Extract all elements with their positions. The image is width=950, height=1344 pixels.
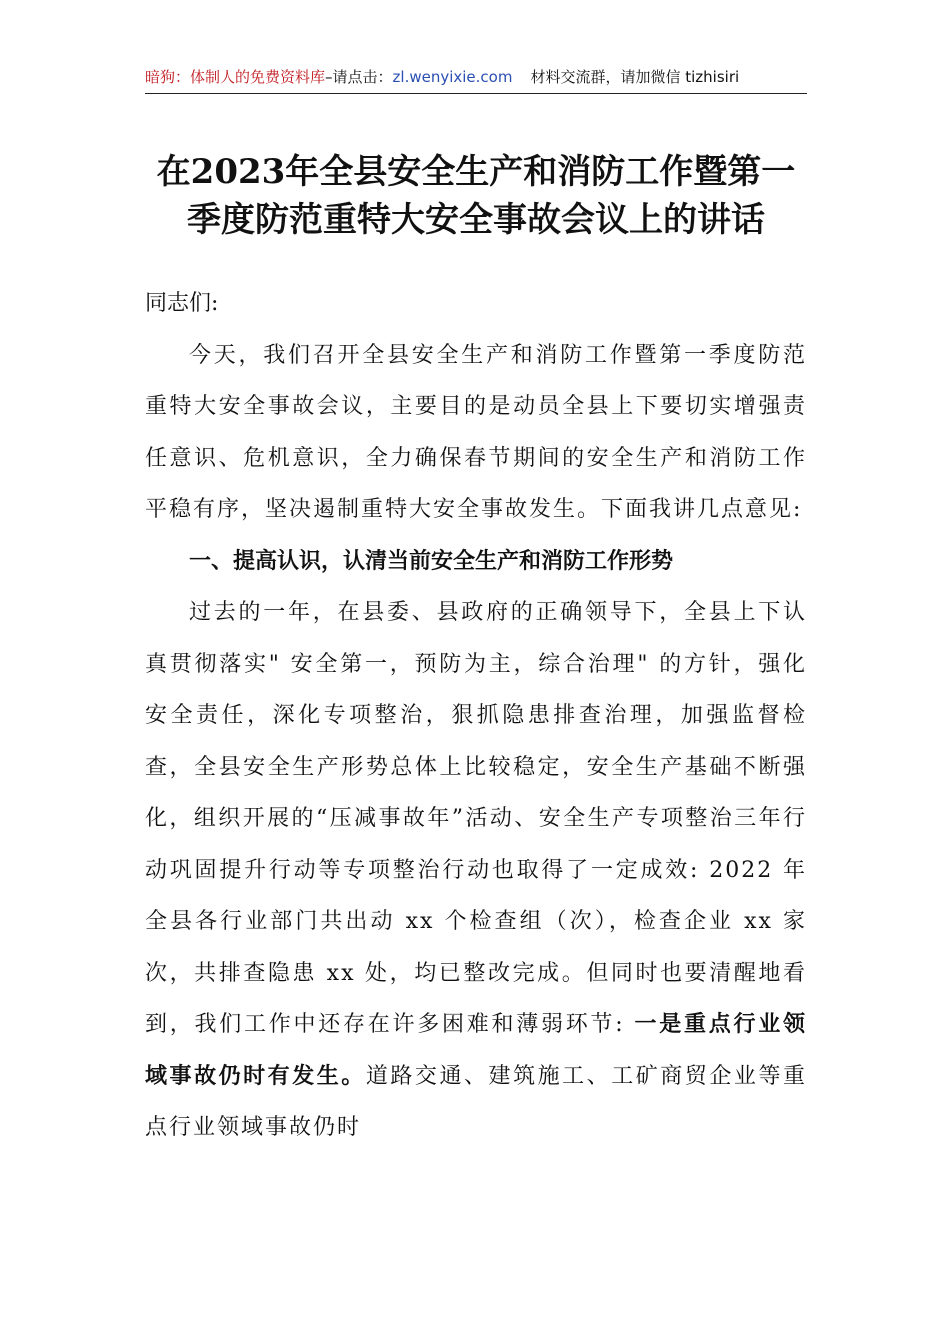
- paragraph-situation: [145, 587, 807, 1154]
- paragraph-situation-bold: 一是重点行业领域事故仍时有发生。: [145, 1011, 807, 1089]
- title-line-1: 在2023年全县安全生产和消防工作暨第一: [156, 152, 796, 192]
- document-body: [145, 278, 807, 1154]
- paragraph-situation-tail: 道路交通、建筑施工、工矿商贸企业等重点行业领域事故仍时: [145, 1063, 807, 1140]
- section-heading-1: 一、提高认识，认清当前安全生产和消防工作形势: [189, 548, 674, 574]
- click-prompt: –请点击：: [325, 68, 393, 86]
- page-header: [145, 66, 807, 88]
- site-name-link[interactable]: 暗狗：体制人的免费资料库: [145, 68, 326, 86]
- paragraph-opening: 今天，我们召开全县安全生产和消防工作暨第一季度防范重特大安全事故会议，主要目的是动员全县上下要切实增强责任意识、危机意识，全力确保春节期间的安全生产和消防工作平稳有序，坚决遏制重特大安全事故发生。下面我讲几点意见:: [145, 342, 807, 522]
- title-line-2: 季度防范重特大安全事故会议上的讲话: [187, 200, 765, 240]
- header-divider: [145, 93, 807, 94]
- site-url-link[interactable]: zl.wenyixie.com: [392, 68, 513, 86]
- document-title: [120, 148, 832, 244]
- paragraph-situation-text: 过去的一年，在县委、县政府的正确领导下，全县上下认真贯彻落实" 安全第一，预防为主，综合治理" 的方针，强化安全责任，深化专项整治，狠抓隐患排查治理，加强监督检查，全县安全生产形势总体上比较稳定，安全生产基础不断强化，组织开展的“压减事故年”活动、安全生产专项整治三年行动巩固提升行动等专项整治行动也取得了一定成效: 2022 年全县各行业部门共出动 xx 个检查组（次），检查企业 xx 家次，共排查隐患 xx 处，均已整改完成。但同时也要清醒地看到，我们工作中还存在许多困难和薄弱环节:: [145, 600, 807, 1037]
- salutation: 同志们:: [145, 291, 219, 316]
- group-note: 材料交流群，请加微信 tizhisiri: [530, 68, 740, 86]
